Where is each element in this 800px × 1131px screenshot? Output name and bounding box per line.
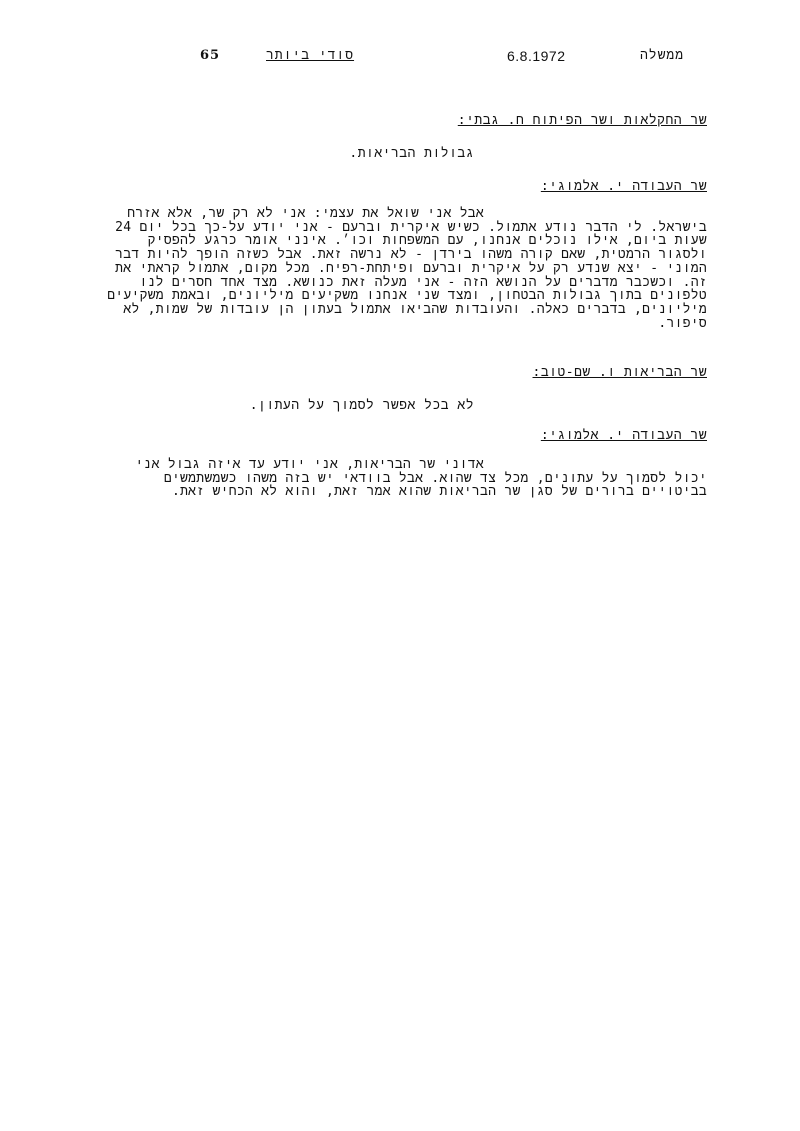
paragraph-line: אבל אני שואל את עצמי: אני לא רק שר, אלא אזרח [127, 206, 484, 221]
speaker-labor-minister: שר העבודה י. אלמוגי: [540, 179, 707, 194]
classification-label: סודי ביותר [266, 48, 355, 63]
paragraph-line: סיפור. [658, 315, 707, 331]
labor-minister-statement-1 [107, 207, 707, 330]
paragraph-line: שעות ביום, אילו נוכלים אנחנו, עם המשפחות וכו׳. אינני אומר כרגע להפסיק [147, 233, 707, 249]
paragraph-line: מיליונים, בדברים כאלה. והעובדות שהביאו אתמול בעתון הן עובדות של שמות, לא [123, 301, 707, 317]
speaker-agriculture-minister: שר החקלאות ושר הפיתוח ח. גבתי: [457, 113, 707, 128]
document-date: 6.8.1972 [507, 48, 566, 64]
page-number: 65 [200, 48, 221, 63]
paragraph-line: בישראל. לי הדבר נודע אתמול. כשיש איקרית וברעם - אני יודע על-כך בכל יום 24 [115, 219, 707, 235]
remark-health-borders: גבולות הבריאות. [349, 146, 474, 161]
labor-minister-statement-2 [135, 458, 707, 499]
paragraph-line: זה. וכשכבר מדברים על הנושא הזה - אני מעלה זאת כנושא. מצד אחד חסרים לנו [139, 274, 707, 290]
paragraph-line: ולסגור הרמטית, שאם קורה משהו בירדן - לא נרשה זאת. אבל כשזה הופך להיות דבר [115, 247, 707, 263]
paragraph-line: אדוני שר הבריאות, אני יודע עד איזה גבול אני [135, 457, 484, 472]
remark-newspaper: לא בכל אפשר לסמוך על העתון. [249, 398, 474, 413]
paragraph-line: המוני - יצא שנדע רק על איקרית וברעם ופיתחת-רפיח. מכל מקום, אתמול קראתי את [115, 260, 707, 276]
paragraph-line: טלפונים בתוך גבולות הבטחון, ומצד שני אנחנו משקיעים מיליונים, ובאמת משקיעים [107, 288, 707, 304]
paragraph-line: יכול לסמוך על עתונים, מכל צד שהוא. אבל בוודאי יש בזה משהו כשמשתמשים [163, 470, 707, 486]
paragraph-line: בביטויים ברורים של סגן שר הבריאות שהוא אמר זאת, והוא לא הכחיש זאת. [171, 484, 707, 500]
speaker-labor-minister-2: שר העבודה י. אלמוגי: [540, 428, 707, 443]
speaker-health-minister: שר הבריאות ו. שם-טוב: [532, 365, 707, 380]
government-label: ממשלה [640, 48, 685, 63]
